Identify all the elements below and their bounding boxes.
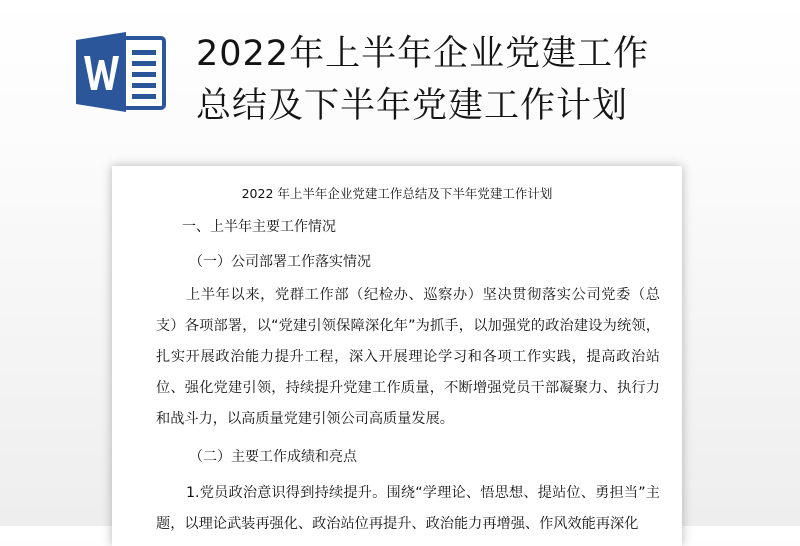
- document-title: 2022 年上半年企业党建工作总结及下半年党建工作计划: [241, 186, 553, 201]
- section-heading: 一、上半年主要工作情况: [182, 219, 336, 235]
- banner-title: [196, 28, 776, 132]
- body-paragraph: 上半年以来，党群工作部（纪检办、巡察办）坚决贯彻落实公司党委（总支）各项部署，以“党建引领保障深化年”为抓手，以加强党的政治建设为统领，扎实开展政治能力提升工程，深入开展理论学习和各项工作实践，提高政治站位、强化党建引领，持续提升党建工作质量，不断增强党员干部凝聚力、执行力和战斗力，以高质量党建引领公司高质量发展。: [156, 287, 660, 427]
- subsection-heading: （二）主要工作成绩和亮点: [189, 449, 357, 465]
- body-paragraph: 1.党员政治意识得到持续提升。围绕“学理论、悟思想、提站位、勇担当”主题，以理论武装再强化、政治站位再提升、政治能力再增强、作风效能再深化: [156, 485, 660, 532]
- word-document-icon: [74, 30, 166, 114]
- banner-title-line-1: 2022年上半年企业党建工作: [196, 34, 650, 74]
- subsection-heading: （一）公司部署工作落实情况: [189, 254, 371, 270]
- banner-title-line-2: 总结及下半年党建工作计划: [196, 86, 629, 126]
- document-page: [112, 166, 682, 546]
- header-banner: [0, 0, 800, 150]
